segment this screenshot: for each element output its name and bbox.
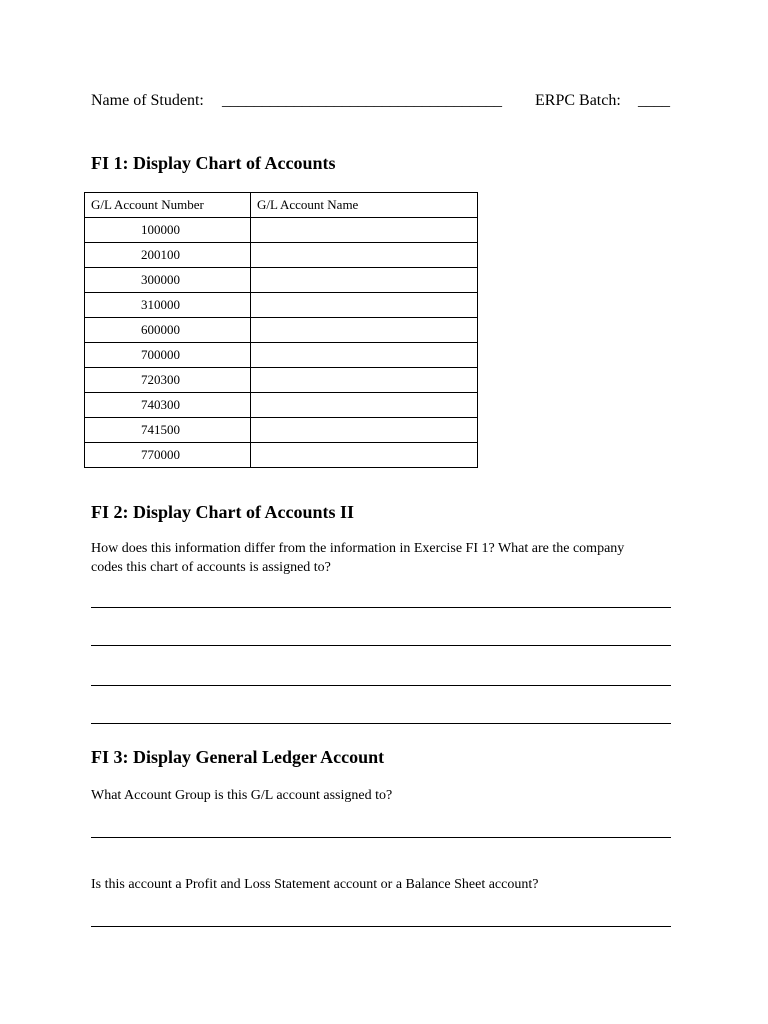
column-header-account-name: G/L Account Name — [251, 193, 478, 218]
account-name-cell[interactable] — [251, 268, 478, 293]
student-name-label: Name of Student: — [91, 92, 204, 109]
account-number-cell: 100000 — [85, 218, 251, 243]
table-row — [85, 218, 478, 243]
fi1-title: FI 1: Display Chart of Accounts — [91, 153, 336, 173]
table-row — [85, 393, 478, 418]
table-row — [85, 268, 478, 293]
account-name-cell[interactable] — [251, 218, 478, 243]
student-name-blank[interactable]: ___________________________________ — [222, 92, 502, 109]
fi3-question-2: Is this account a Profit and Loss Statement account or a Balance Sheet account? — [91, 877, 539, 892]
erpc-batch-blank[interactable]: ____ — [638, 92, 670, 109]
account-name-cell[interactable] — [251, 368, 478, 393]
account-number-cell: 700000 — [85, 343, 251, 368]
fi2-answer-line-2[interactable] — [91, 645, 671, 646]
account-number-cell: 600000 — [85, 318, 251, 343]
fi2-answer-line-1[interactable] — [91, 607, 671, 608]
account-name-cell[interactable] — [251, 443, 478, 468]
table-row — [85, 343, 478, 368]
fi2-answer-line-3[interactable] — [91, 685, 671, 686]
table-row — [85, 368, 478, 393]
account-name-cell[interactable] — [251, 393, 478, 418]
account-name-cell[interactable] — [251, 343, 478, 368]
chart-of-accounts-table — [84, 192, 478, 468]
account-name-cell[interactable] — [251, 243, 478, 268]
fi3-answer-line-2[interactable] — [91, 926, 671, 927]
table-row — [85, 318, 478, 343]
fi3-title: FI 3: Display General Ledger Account — [91, 747, 385, 767]
account-number-cell: 720300 — [85, 368, 251, 393]
fi2-question-line-2: codes this chart of accounts is assigned to? — [91, 560, 331, 575]
fi2-answer-line-4[interactable] — [91, 723, 671, 724]
account-number-cell: 741500 — [85, 418, 251, 443]
table-row — [85, 443, 478, 468]
account-number-cell: 310000 — [85, 293, 251, 318]
fi2-question-line-1: How does this information differ from the information in Exercise FI 1? What are the company — [91, 541, 625, 556]
erpc-batch-label: ERPC Batch: — [535, 92, 621, 109]
account-name-cell[interactable] — [251, 293, 478, 318]
account-number-cell: 300000 — [85, 268, 251, 293]
account-name-cell[interactable] — [251, 318, 478, 343]
fi3-answer-line-1[interactable] — [91, 837, 671, 838]
table-row — [85, 243, 478, 268]
account-number-cell: 770000 — [85, 443, 251, 468]
table-header-row — [85, 193, 478, 218]
column-header-account-number: G/L Account Number — [85, 193, 251, 218]
table-row — [85, 418, 478, 443]
account-number-cell: 740300 — [85, 393, 251, 418]
account-name-cell[interactable] — [251, 418, 478, 443]
fi3-question-1: What Account Group is this G/L account assigned to? — [91, 788, 393, 803]
account-number-cell: 200100 — [85, 243, 251, 268]
fi2-title: FI 2: Display Chart of Accounts II — [91, 502, 355, 522]
table-row — [85, 293, 478, 318]
